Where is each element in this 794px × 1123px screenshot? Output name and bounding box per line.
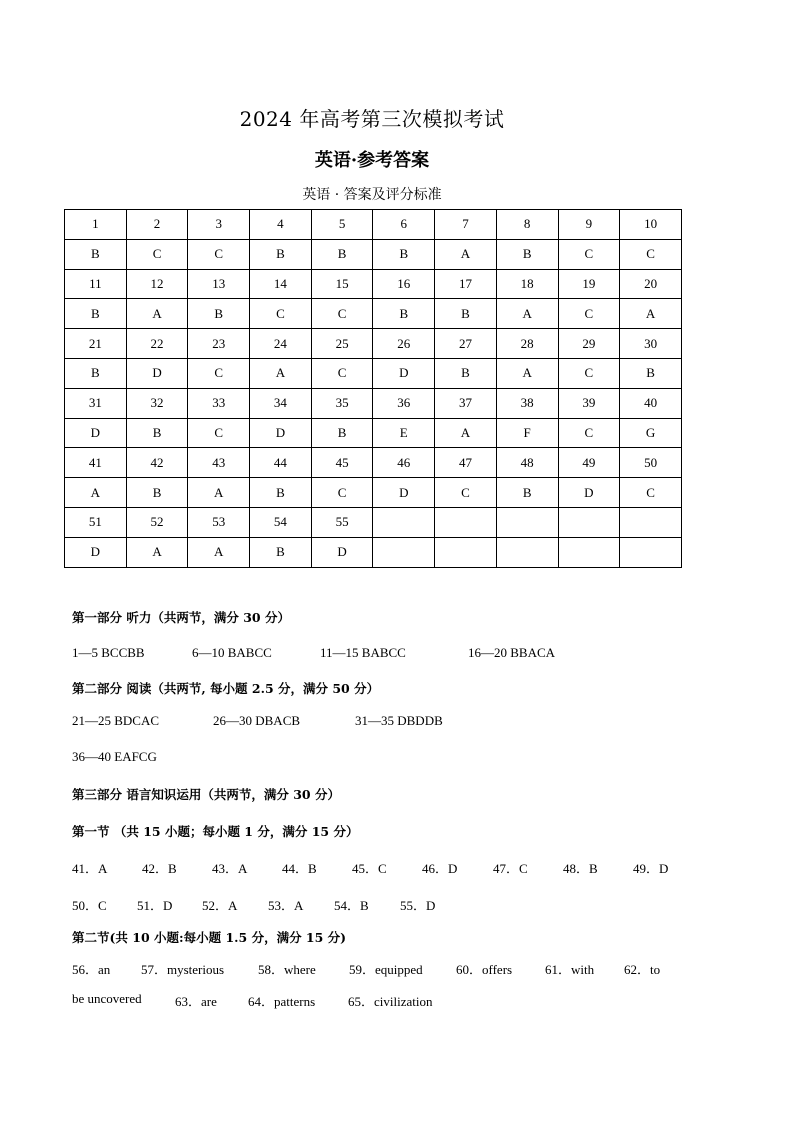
question-number-cell: 19 xyxy=(558,269,620,299)
question-number-cell: 11 xyxy=(65,269,127,299)
question-number-cell: 15 xyxy=(311,269,373,299)
answer-item: 45．C xyxy=(352,861,387,876)
answer-item: 53．A xyxy=(268,898,304,913)
answer-cell: D xyxy=(558,478,620,508)
answer-cell: C xyxy=(188,239,250,269)
answer-cell: A xyxy=(496,299,558,329)
question-number-cell: 20 xyxy=(620,269,682,299)
answer-cell: B xyxy=(65,299,127,329)
question-number-cell: 21 xyxy=(65,329,127,359)
answer-cell: D xyxy=(373,358,435,388)
page-subtitle: 英语·参考答案 xyxy=(314,150,430,171)
question-number-cell: 33 xyxy=(188,388,250,418)
answer-item: 43．A xyxy=(212,861,248,876)
answer-cell xyxy=(435,537,497,567)
answer-cell xyxy=(558,537,620,567)
answer-group: 36—40 EAFCG xyxy=(72,749,157,764)
answer-cell: C xyxy=(558,358,620,388)
answer-cell: A xyxy=(126,537,188,567)
question-number-row xyxy=(65,329,682,359)
answer-cell: A xyxy=(435,239,497,269)
question-number-cell: 34 xyxy=(250,388,312,418)
answer-cell: B xyxy=(126,478,188,508)
part2-answers-line2 xyxy=(72,749,672,767)
question-number-row xyxy=(65,210,682,240)
answer-item: 57．mysterious xyxy=(141,962,225,977)
answer-cell xyxy=(496,537,558,567)
question-number-cell: 22 xyxy=(126,329,188,359)
question-number-cell: 14 xyxy=(250,269,312,299)
question-number-cell: 24 xyxy=(250,329,312,359)
question-number-cell: 53 xyxy=(188,507,250,537)
answer-cell: A xyxy=(250,358,312,388)
question-number-cell: 36 xyxy=(373,388,435,418)
question-number-cell xyxy=(435,507,497,537)
answer-item: 50．C xyxy=(72,898,107,913)
answer-item: 41．A xyxy=(72,861,108,876)
answer-cell: C xyxy=(311,358,373,388)
answer-cell: C xyxy=(311,478,373,508)
answer-cell: F xyxy=(496,418,558,448)
question-number-cell: 44 xyxy=(250,448,312,478)
answer-row xyxy=(65,478,682,508)
part1-answers xyxy=(72,645,672,663)
question-number-cell: 5 xyxy=(311,210,373,240)
part1-heading: 第一部分 听力（共两节，满分 30 分） xyxy=(72,610,290,625)
answer-cell: B xyxy=(65,358,127,388)
question-number-cell: 30 xyxy=(620,329,682,359)
part3-section2-heading: 第二节(共 10 小题:每小题 1.5 分，满分 15 分) xyxy=(72,930,347,945)
answer-item: be uncovered xyxy=(72,991,142,1006)
answer-item: 51．D xyxy=(137,898,173,913)
part3-section1-heading: 第一节 （共 15 小题；每小题 1 分，满分 15 分） xyxy=(72,824,359,839)
answer-cell: A xyxy=(435,418,497,448)
answer-cell: D xyxy=(65,537,127,567)
part2-heading: 第二部分 阅读（共两节, 每小题 2.5 分，满分 50 分） xyxy=(72,681,380,696)
answer-cell: D xyxy=(250,418,312,448)
question-number-cell: 28 xyxy=(496,329,558,359)
question-number-cell: 42 xyxy=(126,448,188,478)
answer-item: 64．patterns xyxy=(248,994,316,1009)
answer-item: 58．where xyxy=(258,962,316,977)
question-number-cell: 45 xyxy=(311,448,373,478)
answer-row xyxy=(65,239,682,269)
answer-item: 49．D xyxy=(633,861,669,876)
question-number-cell: 48 xyxy=(496,448,558,478)
answer-group: 31—35 DBDDB xyxy=(355,713,443,728)
answer-item: 47．C xyxy=(493,861,528,876)
question-number-cell: 46 xyxy=(373,448,435,478)
answer-cell: B xyxy=(311,239,373,269)
part2-answers-line1 xyxy=(72,713,672,731)
question-number-cell: 4 xyxy=(250,210,312,240)
answer-row xyxy=(65,537,682,567)
question-number-cell: 26 xyxy=(373,329,435,359)
question-number-cell: 2 xyxy=(126,210,188,240)
question-number-cell: 54 xyxy=(250,507,312,537)
table-caption: 英语 · 答案及评分标准 xyxy=(302,187,442,203)
answer-key-table xyxy=(64,209,682,568)
question-number-cell: 35 xyxy=(311,388,373,418)
question-number-cell xyxy=(496,507,558,537)
question-number-cell: 13 xyxy=(188,269,250,299)
answer-cell: B xyxy=(373,299,435,329)
answer-group: 11—15 BABCC xyxy=(320,645,406,660)
answer-cell: B xyxy=(65,239,127,269)
question-number-cell: 18 xyxy=(496,269,558,299)
answer-item: 46．D xyxy=(422,861,458,876)
question-number-cell: 12 xyxy=(126,269,188,299)
question-number-cell: 3 xyxy=(188,210,250,240)
question-number-cell: 29 xyxy=(558,329,620,359)
answer-cell: B xyxy=(373,239,435,269)
answer-cell: A xyxy=(188,478,250,508)
page-title: 2024 年高考第三次模拟考试 xyxy=(239,107,505,131)
part3-heading: 第三部分 语言知识运用（共两节，满分 30 分） xyxy=(72,787,340,802)
answer-item: 52．A xyxy=(202,898,238,913)
question-number-cell: 49 xyxy=(558,448,620,478)
answer-item: 62．to xyxy=(624,962,661,977)
question-number-cell: 40 xyxy=(620,388,682,418)
question-number-cell: 23 xyxy=(188,329,250,359)
answer-group: 26—30 DBACB xyxy=(213,713,301,728)
answer-cell: C xyxy=(558,299,620,329)
answer-cell: B xyxy=(126,418,188,448)
answer-cell: A xyxy=(620,299,682,329)
answer-item: 56．an xyxy=(72,962,111,977)
part3-section1-answers-line1 xyxy=(72,858,692,876)
answer-cell: B xyxy=(620,358,682,388)
question-number-cell: 41 xyxy=(65,448,127,478)
answer-row xyxy=(65,418,682,448)
answer-cell xyxy=(620,537,682,567)
answer-cell: C xyxy=(620,478,682,508)
question-number-cell: 37 xyxy=(435,388,497,418)
answer-group: 1—5 BCCBB xyxy=(72,645,145,660)
answer-cell: B xyxy=(435,299,497,329)
question-number-cell: 31 xyxy=(65,388,127,418)
question-number-cell: 16 xyxy=(373,269,435,299)
question-number-cell: 39 xyxy=(558,388,620,418)
question-number-row xyxy=(65,269,682,299)
part3-section2-answers-line2 xyxy=(72,991,692,1009)
answer-item: 48．B xyxy=(563,861,598,876)
answer-cell: C xyxy=(126,239,188,269)
answer-cell xyxy=(373,537,435,567)
question-number-cell: 10 xyxy=(620,210,682,240)
answer-item: 55．D xyxy=(400,898,436,913)
question-number-row xyxy=(65,507,682,537)
question-number-cell: 43 xyxy=(188,448,250,478)
answer-cell: C xyxy=(620,239,682,269)
question-number-cell: 6 xyxy=(373,210,435,240)
part3-section2-answers-line1 xyxy=(72,959,692,977)
answer-row xyxy=(65,299,682,329)
question-number-cell: 47 xyxy=(435,448,497,478)
answer-cell: B xyxy=(250,478,312,508)
question-number-cell: 55 xyxy=(311,507,373,537)
question-number-cell: 50 xyxy=(620,448,682,478)
question-number-cell: 27 xyxy=(435,329,497,359)
answer-cell: G xyxy=(620,418,682,448)
answer-group: 21—25 BDCAC xyxy=(72,713,160,728)
question-number-cell: 25 xyxy=(311,329,373,359)
answer-row xyxy=(65,358,682,388)
answer-cell: C xyxy=(558,239,620,269)
question-number-cell: 1 xyxy=(65,210,127,240)
answer-item: 61．with xyxy=(545,962,595,977)
answer-cell: D xyxy=(311,537,373,567)
answer-cell: A xyxy=(496,358,558,388)
answer-cell: C xyxy=(188,358,250,388)
answer-group: 6—10 BABCC xyxy=(192,645,272,660)
answer-cell: C xyxy=(250,299,312,329)
question-number-cell xyxy=(373,507,435,537)
answer-cell: B xyxy=(311,418,373,448)
answer-cell: C xyxy=(311,299,373,329)
question-number-cell: 7 xyxy=(435,210,497,240)
question-number-cell: 52 xyxy=(126,507,188,537)
question-number-cell: 17 xyxy=(435,269,497,299)
answer-cell: A xyxy=(126,299,188,329)
answer-item: 65．civilization xyxy=(348,994,433,1009)
question-number-cell: 38 xyxy=(496,388,558,418)
answer-cell: D xyxy=(126,358,188,388)
answer-group: 16—20 BBACA xyxy=(468,645,556,660)
answer-cell: A xyxy=(65,478,127,508)
answer-cell: C xyxy=(188,418,250,448)
answer-item: 42．B xyxy=(142,861,177,876)
answer-cell: B xyxy=(496,478,558,508)
question-number-cell: 9 xyxy=(558,210,620,240)
answer-cell: B xyxy=(250,239,312,269)
question-number-cell xyxy=(620,507,682,537)
answer-item: 54．B xyxy=(334,898,369,913)
question-number-cell xyxy=(558,507,620,537)
answer-cell: B xyxy=(188,299,250,329)
answer-cell: E xyxy=(373,418,435,448)
answer-cell: B xyxy=(250,537,312,567)
answer-item: 44．B xyxy=(282,861,317,876)
answer-item: 59．equipped xyxy=(349,962,423,977)
question-number-row xyxy=(65,388,682,418)
answer-cell: D xyxy=(373,478,435,508)
answer-cell: C xyxy=(558,418,620,448)
answer-cell: B xyxy=(435,358,497,388)
question-number-cell: 8 xyxy=(496,210,558,240)
question-number-cell: 32 xyxy=(126,388,188,418)
answer-cell: D xyxy=(65,418,127,448)
part3-section1-answers-line2 xyxy=(72,895,692,913)
answer-item: 60．offers xyxy=(456,962,513,977)
answer-cell: B xyxy=(496,239,558,269)
answer-item: 63．are xyxy=(175,994,217,1009)
answer-cell: A xyxy=(188,537,250,567)
question-number-cell: 51 xyxy=(65,507,127,537)
answer-cell: C xyxy=(435,478,497,508)
question-number-row xyxy=(65,448,682,478)
